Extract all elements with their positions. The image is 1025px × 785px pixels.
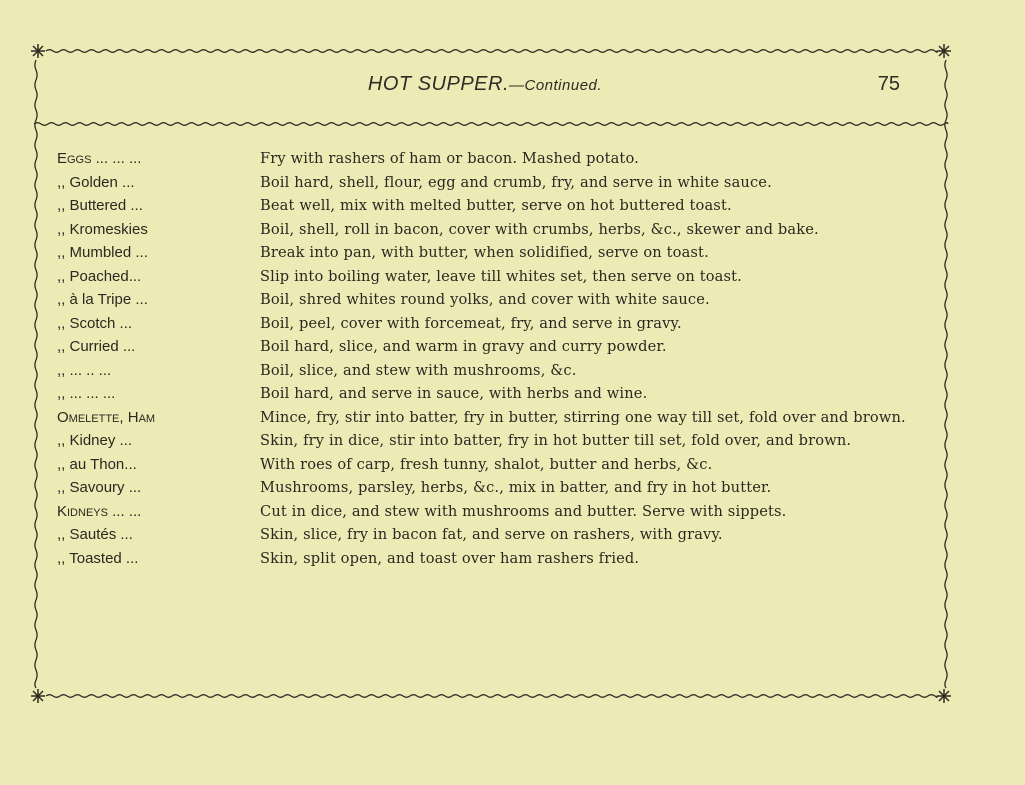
entry-description: Boil, shell, roll in bacon, cover with crumbs, herbs, &c., skewer and bake. — [260, 220, 819, 238]
entry-description: Mushrooms, parsley, herbs, &c., mix in batter, and fry in hot butter. — [260, 479, 772, 496]
entry-name: ,, Scotch ... — [57, 314, 133, 332]
recipe-entry — [57, 194, 937, 218]
top-wavy-rule — [46, 50, 937, 53]
entry-name: ,, à la Tripe ... — [57, 291, 148, 308]
entry-name: ,, Curried ... — [57, 338, 136, 355]
recipe-list — [57, 147, 937, 570]
entry-description: Boil hard, shell, flour, egg and crumb, fry, and serve in white sauce. — [260, 173, 772, 191]
entry-description: Break into pan, with butter, when solidified, serve on toast. — [260, 244, 709, 261]
recipe-entry — [57, 312, 937, 336]
recipe-entry — [57, 359, 937, 383]
entry-description: Skin, split open, and toast over ham rashers fried. — [260, 549, 640, 567]
recipe-entry — [57, 429, 937, 453]
recipe-entry — [57, 288, 937, 312]
recipe-entry — [57, 265, 937, 289]
recipe-entry — [57, 171, 937, 195]
entry-description: Mince, fry, stir into batter, fry in butter, stirring one way till set, fold over and brown. — [260, 408, 906, 426]
recipe-entry — [57, 218, 937, 242]
entry-description: Boil, shred whites round yolks, and cover with white sauce. — [260, 291, 710, 308]
recipe-entry — [57, 335, 937, 359]
recipe-entry — [57, 147, 937, 171]
recipe-entry — [57, 406, 937, 430]
entry-name: ,, Savoury ... — [57, 479, 142, 496]
recipe-entry — [57, 382, 937, 406]
page-title — [30, 73, 940, 96]
entry-name: ,, Buttered ... — [57, 197, 143, 214]
entry-name: ,, Golden ... — [57, 173, 135, 191]
entry-name: ,, Kromeskies — [57, 220, 148, 238]
header-wavy-rule — [34, 123, 948, 126]
entry-description: Boil hard, slice, and warm in gravy and curry powder. — [260, 338, 667, 355]
recipe-entry — [57, 476, 937, 500]
entry-description: Slip into boiling water, leave till whites set, then serve on toast. — [260, 267, 742, 285]
left-wavy-rule — [35, 60, 37, 688]
entry-name: Kidneys ... ... — [57, 502, 142, 520]
entry-description: Fry with rashers of ham or bacon. Mashed potato. — [260, 150, 639, 167]
entry-name: ,, ... ... ... — [57, 385, 116, 402]
corner-ornament-top-left-icon — [31, 44, 45, 58]
recipe-entry — [57, 241, 937, 265]
page-header — [30, 73, 940, 103]
entry-description: Skin, slice, fry in bacon fat, and serve on rashers, with gravy. — [260, 526, 723, 543]
entry-description: Cut in dice, and stew with mushrooms and butter. Serve with sippets. — [260, 502, 787, 520]
recipe-entry — [57, 547, 937, 571]
entry-name: ,, Poached... — [57, 267, 142, 285]
entry-name: Eggs ... ... ... — [57, 150, 142, 167]
bottom-wavy-rule — [46, 695, 937, 698]
entry-description: Boil, slice, and stew with mushrooms, &c. — [260, 361, 577, 379]
entry-description: Boil hard, and serve in sauce, with herbs and wine. — [260, 385, 648, 402]
entry-description: With roes of carp, fresh tunny, shalot, butter and herbs, &c. — [260, 455, 713, 473]
recipe-entry — [57, 500, 937, 524]
entry-name: ,, Sautés ... — [57, 526, 133, 543]
title-continued: —Continued. — [509, 77, 603, 94]
right-wavy-rule — [945, 60, 947, 688]
entry-name: Omelette, Ham — [57, 408, 156, 426]
entry-description: Beat well, mix with melted butter, serve on hot buttered toast. — [260, 197, 732, 214]
recipe-entry — [57, 453, 937, 477]
entry-name: ,, Toasted ... — [57, 549, 139, 567]
entry-name: ,, Mumbled ... — [57, 244, 148, 261]
entry-description: Skin, fry in dice, stir into batter, fry in hot butter till set, fold over, and brown. — [260, 432, 852, 449]
corner-ornament-bottom-right-icon — [937, 689, 951, 703]
page-number: 75 — [877, 73, 900, 95]
title-main: HOT SUPPER. — [367, 73, 509, 95]
entry-name: ,, Kidney ... — [57, 432, 133, 449]
entry-name: ,, ... .. ... — [57, 361, 112, 379]
corner-ornament-top-right-icon — [937, 44, 951, 58]
recipe-entry — [57, 523, 937, 547]
entry-description: Boil, peel, cover with forcemeat, fry, and serve in gravy. — [260, 314, 682, 332]
entry-name: ,, au Thon... — [57, 455, 137, 473]
corner-ornament-bottom-left-icon — [31, 689, 45, 703]
